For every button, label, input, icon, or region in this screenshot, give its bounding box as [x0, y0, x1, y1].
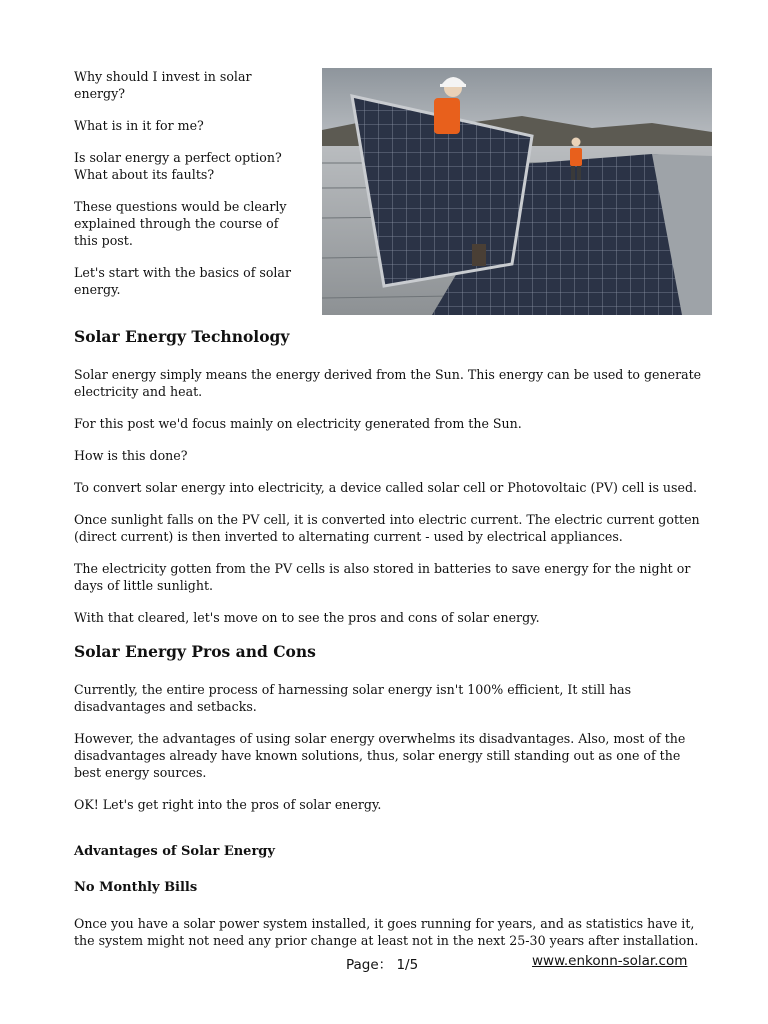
paragraph: To convert solar energy into electricity, a device called solar cell or Photovoltaic (PV) cell is used.: [74, 480, 698, 495]
subheading-no-monthly-bills: No Monthly Bills: [74, 880, 198, 895]
page-footer: [0, 953, 768, 977]
intro-line: What is in it for me?: [74, 118, 204, 133]
paragraph: The electricity gotten from the PV cells is also stored in batteries to save energy for the night or days of little sunlight.: [74, 561, 691, 593]
paragraph: Once sunlight falls on the PV cell, it is converted into electric current. The electric current gotten (direct current) is then inverted to alternating current - used by electrical appliances.: [74, 512, 700, 544]
subheading-advantages: Advantages of Solar Energy: [74, 844, 275, 859]
section-heading-technology: Solar Energy Technology: [74, 327, 290, 346]
section-heading-pros-cons: Solar Energy Pros and Cons: [74, 642, 316, 661]
intro-line: These questions would be clearly explained through the course of this post.: [74, 199, 287, 248]
solar-panel-workers-photo: [322, 68, 712, 315]
paragraph: With that cleared, let's move on to see the pros and cons of solar energy.: [74, 610, 540, 625]
paragraph: Currently, the entire process of harnessing solar energy isn't 100% efficient, It still has disadvantages and setbacks.: [74, 682, 632, 714]
intro-line: Let's start with the basics of solar energy.: [74, 265, 291, 297]
paragraph: Solar energy simply means the energy derived from the Sun. This energy can be used to generate electricity and heat.: [74, 367, 702, 399]
page-number: Page： 1/5: [346, 957, 419, 973]
paragraph: For this post we'd focus mainly on electricity generated from the Sun.: [74, 416, 522, 431]
intro-line: Why should I invest in solar energy?: [74, 69, 252, 101]
paragraph: OK! Let's get right into the pros of solar energy.: [74, 797, 382, 812]
article-body: [74, 326, 704, 964]
paragraph: How is this done?: [74, 448, 188, 463]
intro-line: Is solar energy a perfect option? What about its faults?: [74, 150, 282, 182]
paragraph: Once you have a solar power system installed, it goes running for years, and as statistics have it, the system might not need any prior change at least not in the next 25-30 years after installation.: [74, 916, 699, 948]
paragraph: However, the advantages of using solar energy overwhelms its disadvantages. Also, most of the disadvantages already have known solutions, thus, solar energy still standing out as one of the best energy sources.: [74, 731, 686, 780]
intro-questions: [74, 68, 306, 313]
website-link[interactable]: www.enkonn-solar.com: [532, 953, 688, 969]
